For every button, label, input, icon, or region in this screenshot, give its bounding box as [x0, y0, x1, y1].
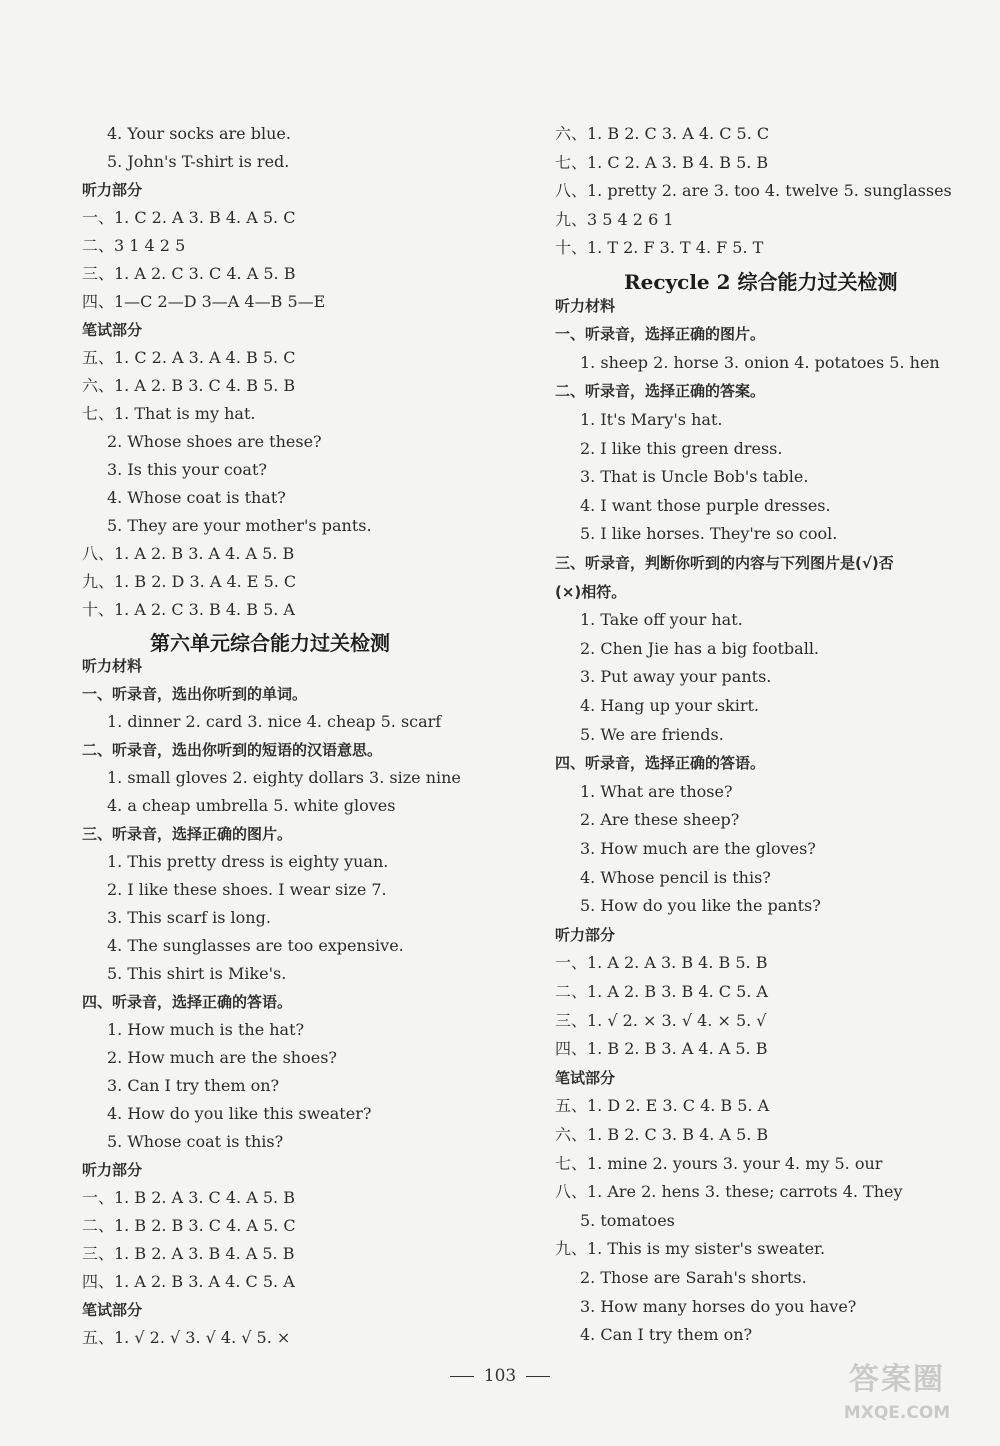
answer-item: 1. dinner 2. card 3. nice 4. cheap 5. scarf: [107, 712, 442, 731]
answer-item: 5. This shirt is Mike's.: [107, 964, 287, 983]
answer-item: 2. Those are Sarah's shorts.: [580, 1268, 807, 1287]
answer-item: 5. John's T-shirt is red.: [107, 152, 290, 171]
answer-item: 3. That is Uncle Bob's table.: [580, 467, 809, 487]
answer-row: 六、1. B 2. C 3. B 4. A 5. B: [555, 1125, 769, 1144]
answer-row: 三、1. √ 2. × 3. √ 4. × 5. √: [555, 1010, 767, 1030]
footer-dash-left: [450, 1376, 474, 1377]
answer-item: 2. I like this green dress.: [580, 438, 783, 458]
answer-row: 六、1. B 2. C 3. A 4. C 5. C: [555, 124, 770, 143]
watermark: [802, 1358, 992, 1438]
answer-item: 4. I want those purple dresses.: [580, 495, 831, 515]
answer-item: 1. This pretty dress is eighty yuan.: [107, 852, 389, 871]
answer-item: 4. Hang up your skirt.: [580, 696, 760, 715]
answer-row: 四、1—C 2—D 3—A 4—B 5—E: [82, 292, 326, 311]
answer-row: 七、1. C 2. A 3. B 4. B 5. B: [555, 152, 769, 172]
answer-item: 3. Put away your pants.: [580, 667, 772, 687]
answer-item: 5. How do you like the pants?: [580, 896, 821, 916]
answer-row: 九、1. This is my sister's sweater.: [555, 1239, 826, 1259]
answer-row: 七、1. mine 2. yours 3. your 4. my 5. our: [555, 1153, 883, 1173]
section-heading: 三、听录音，选择正确的图片。: [82, 825, 293, 843]
answer-item: 2. Chen Jie has a big football.: [580, 638, 820, 658]
answer-item: 1. What are those?: [580, 781, 733, 801]
section-heading: 听力部分: [82, 181, 143, 199]
answer-item: 5. I like horses. They're so cool.: [580, 524, 838, 544]
answer-item: 1. It's Mary's hat.: [580, 410, 723, 429]
answer-row: 二、1. B 2. B 3. C 4. A 5. C: [82, 1216, 296, 1235]
answer-item: 4. Whose coat is that?: [107, 488, 286, 507]
answer-item: 4. a cheap umbrella 5. white gloves: [107, 796, 396, 815]
watermark-logo-text: 答案圈: [849, 1362, 945, 1397]
section-heading: 二、听录音，选出你听到的短语的汉语意思。: [82, 741, 383, 759]
answer-row: 一、1. B 2. A 3. C 4. A 5. B: [82, 1188, 295, 1207]
answer-item: 4. Your socks are blue.: [107, 124, 291, 143]
answer-item: 2. I like these shoes. I wear size 7.: [107, 880, 387, 899]
answer-row: 八、1. A 2. B 3. A 4. A 5. B: [82, 544, 295, 563]
answer-item: 4. How do you like this sweater?: [107, 1104, 372, 1123]
answer-item: 1. small gloves 2. eighty dollars 3. size nine: [107, 768, 461, 787]
answer-row: 十、1. A 2. C 3. B 4. B 5. A: [82, 600, 295, 619]
answer-row: 十、1. T 2. F 3. T 4. F 5. T: [555, 238, 764, 258]
answer-row: 二、1. A 2. B 3. B 4. C 5. A: [555, 982, 768, 1001]
section-heading: 听力部分: [82, 1161, 143, 1179]
answer-item: 3. How much are the gloves?: [580, 839, 816, 858]
answer-row: 八、1. pretty 2. are 3. too 4. twelve 5. sunglasses: [555, 181, 952, 201]
answer-item: 3. Is this your coat?: [107, 460, 267, 479]
section-heading: 一、听录音，选择正确的图片。: [555, 325, 766, 344]
answer-row: 九、3 5 4 2 6 1: [555, 209, 674, 229]
section-heading: 一、听录音，选出你听到的单词。: [82, 685, 308, 703]
answer-row: 五、1. C 2. A 3. A 4. B 5. C: [82, 348, 296, 367]
answer-item: 2. How much are the shoes?: [107, 1048, 337, 1067]
section-heading: 四、听录音，选择正确的答语。: [82, 993, 293, 1011]
section-heading: 二、听录音，选择正确的答案。: [555, 382, 766, 401]
answer-row: 一、1. C 2. A 3. B 4. A 5. C: [82, 208, 296, 227]
footer-dash-right: [526, 1376, 550, 1377]
answer-item: 5. Whose coat is this?: [107, 1132, 284, 1151]
answer-item: 2. Whose shoes are these?: [107, 432, 322, 451]
answer-row: 三、1. A 2. C 3. C 4. A 5. B: [82, 264, 296, 283]
watermark-url: MXQE.COM: [843, 1403, 951, 1423]
answer-row: 七、1. That is my hat.: [82, 404, 256, 423]
answer-item: 3. This scarf is long.: [107, 908, 271, 927]
section-heading: 听力部分: [555, 925, 616, 944]
answer-row: 六、1. A 2. B 3. C 4. B 5. B: [82, 376, 296, 395]
answer-item: 4. The sunglasses are too expensive.: [107, 936, 404, 955]
answer-row: 一、1. A 2. A 3. B 4. B 5. B: [555, 953, 768, 973]
answer-item: 1. How much is the hat?: [107, 1020, 305, 1039]
section-title: Recycle 2 综合能力过关检测: [624, 270, 898, 294]
answer-row: 五、1. D 2. E 3. C 4. B 5. A: [555, 1096, 770, 1116]
section-heading: 笔试部分: [82, 321, 143, 339]
answer-item: 5. We are friends.: [580, 724, 724, 744]
answer-item: 3. Can I try them on?: [107, 1076, 280, 1095]
answer-row: 八、1. Are 2. hens 3. these; carrots 4. They: [555, 1182, 903, 1202]
section-heading: 听力材料: [555, 296, 616, 315]
answer-item: 4. Can I try them on?: [580, 1325, 753, 1345]
page-number: 103: [483, 1366, 517, 1386]
answer-row: 四、1. A 2. B 3. A 4. C 5. A: [82, 1272, 295, 1291]
answer-item: 1. sheep 2. horse 3. onion 4. potatoes 5. hen: [580, 352, 940, 372]
answer-item: 4. Whose pencil is this?: [580, 867, 771, 887]
answer-item: 3. How many horses do you have?: [580, 1296, 857, 1316]
answer-item: 1. Take off your hat.: [580, 610, 743, 630]
section-heading: 听力材料: [82, 657, 143, 675]
answer-item: 2. Are these sheep?: [580, 810, 740, 830]
section-heading: 四、听录音，选择正确的答语。: [555, 754, 766, 773]
section-heading: 三、听录音，判断你听到的内容与下列图片是(√)否: [555, 554, 894, 572]
answer-row: 九、1. B 2. D 3. A 4. E 5. C: [82, 572, 297, 591]
answer-row: 三、1. B 2. A 3. B 4. A 5. B: [82, 1244, 295, 1263]
section-heading: (×)相符。: [555, 582, 627, 601]
section-heading: 笔试部分: [555, 1068, 616, 1087]
answer-row: 二、3 1 4 2 5: [82, 236, 186, 255]
answer-row: 五、1. √ 2. √ 3. √ 4. √ 5. ×: [82, 1328, 291, 1347]
answer-item: 5. They are your mother's pants.: [107, 516, 372, 535]
answer-row: 四、1. B 2. B 3. A 4. A 5. B: [555, 1039, 768, 1059]
section-title: 第六单元综合能力过关检测: [150, 631, 390, 655]
section-heading: 笔试部分: [82, 1301, 143, 1319]
answer-item: 5. tomatoes: [580, 1210, 675, 1230]
